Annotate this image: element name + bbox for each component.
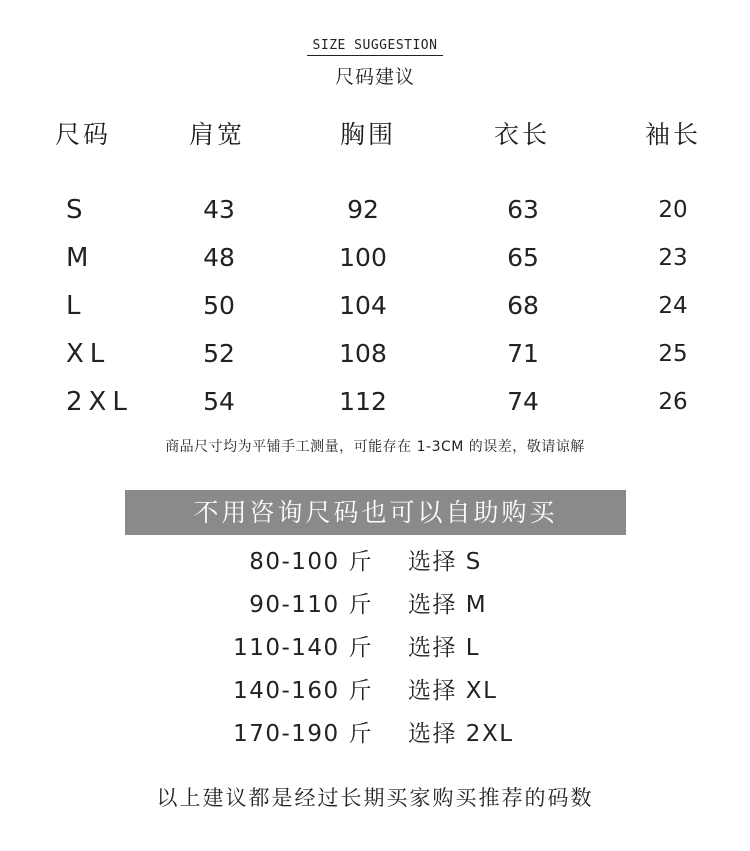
chest-cell: 100 <box>339 243 387 272</box>
column-header-size: 尺码 <box>54 120 112 149</box>
shoulder-cell: 43 <box>203 195 235 224</box>
length-cell: 65 <box>507 243 539 272</box>
weight-range: 170-190 斤 <box>233 721 373 747</box>
list-item <box>0 627 750 670</box>
sleeve-cell: 20 <box>658 197 688 223</box>
size-choice: 选择 M <box>408 592 488 618</box>
shoulder-cell: 52 <box>203 339 235 368</box>
size-choice: 选择 S <box>408 549 482 575</box>
weight-range: 110-140 斤 <box>233 635 373 661</box>
sleeve-cell: 24 <box>658 293 688 319</box>
measurement-note: 商品尺寸均为平铺手工测量，可能存在 1-3CM 的误差，敬请谅解 <box>165 439 585 455</box>
column-header-length: 衣长 <box>493 120 551 149</box>
table-row <box>0 186 750 234</box>
column-header-chest: 胸围 <box>339 120 397 149</box>
list-item <box>0 670 750 713</box>
size-choice: 选择 2XL <box>408 721 514 747</box>
length-cell: 68 <box>507 291 539 320</box>
list-item <box>0 584 750 627</box>
shoulder-cell: 54 <box>203 387 235 416</box>
column-header-shoulder: 肩宽 <box>188 120 246 149</box>
length-cell: 63 <box>507 195 539 224</box>
size-choice: 选择 L <box>408 635 481 661</box>
size-cell: XL <box>66 339 111 369</box>
size-cell: M <box>66 243 95 273</box>
table-row <box>0 378 750 426</box>
shoulder-cell: 50 <box>203 291 235 320</box>
sleeve-cell: 23 <box>658 245 688 271</box>
size-choice: 选择 XL <box>408 678 498 704</box>
length-cell: 71 <box>507 339 539 368</box>
size-cell: S <box>66 195 89 225</box>
table-row <box>0 234 750 282</box>
size-cell: 2XL <box>66 387 133 417</box>
weight-guide <box>0 541 750 756</box>
recommendation-footer: 以上建议都是经过长期买家购买推荐的码数 <box>156 786 594 810</box>
list-item <box>0 541 750 584</box>
chest-cell: 92 <box>347 195 379 224</box>
sleeve-cell: 25 <box>658 341 688 367</box>
sleeve-cell: 26 <box>658 389 688 415</box>
table-row <box>0 282 750 330</box>
size-cell: L <box>66 291 87 321</box>
size-table-header-row <box>0 112 750 164</box>
length-cell: 74 <box>507 387 539 416</box>
weight-range: 90-110 斤 <box>249 592 373 618</box>
shoulder-cell: 48 <box>203 243 235 272</box>
chest-cell: 112 <box>339 387 387 416</box>
size-suggestion-header <box>0 34 750 89</box>
column-header-sleeve: 袖长 <box>644 120 702 149</box>
chest-cell: 108 <box>339 339 387 368</box>
self-service-banner: 不用咨询尺码也可以自助购买 <box>125 490 626 535</box>
weight-range: 140-160 斤 <box>233 678 373 704</box>
chest-cell: 104 <box>339 291 387 320</box>
size-table <box>0 112 750 426</box>
header-title-en: SIZE SUGGESTION <box>307 38 444 56</box>
header-title-cn: 尺码建议 <box>334 66 415 88</box>
weight-range: 80-100 斤 <box>249 549 373 575</box>
table-row <box>0 330 750 378</box>
list-item <box>0 713 750 756</box>
